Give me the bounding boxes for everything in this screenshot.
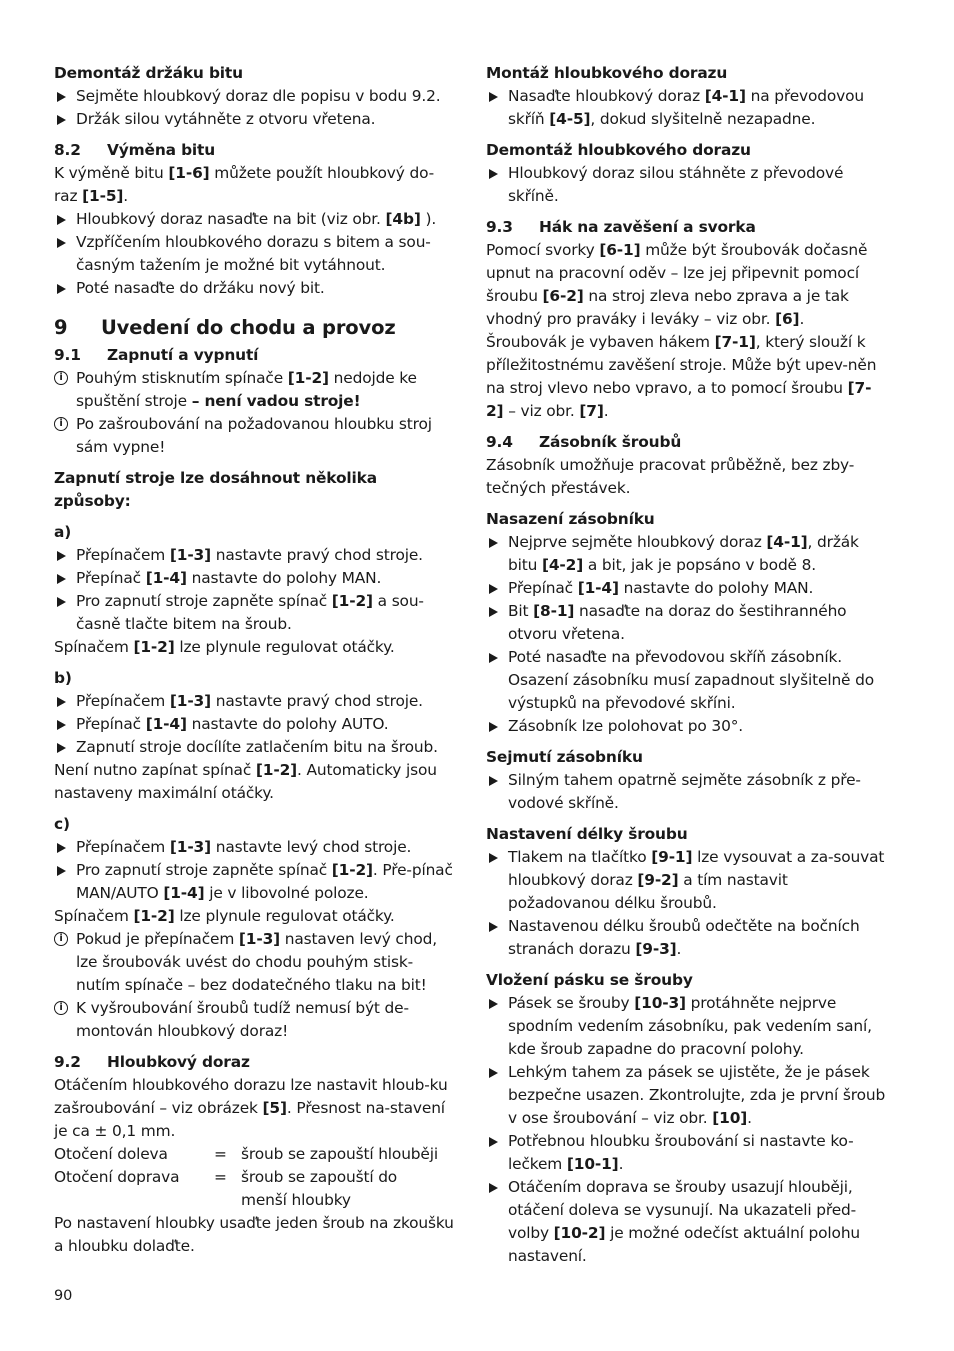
figure-reference: [10-3] xyxy=(634,994,686,1012)
figure-reference: [1-5] xyxy=(82,187,124,205)
section-number: 9.2 xyxy=(54,1053,81,1071)
setting-row xyxy=(54,1166,456,1212)
figure-reference: [1-3] xyxy=(169,692,211,710)
triangle-bullet-icon xyxy=(489,776,498,786)
info-note: i K vyšroubování šroubů tudíž nemusí být de-montován hloubkový doraz! xyxy=(54,997,456,1043)
figure-reference: [1-2] xyxy=(331,592,373,610)
section-number: 9.1 xyxy=(54,346,81,364)
triangle-bullet-icon xyxy=(57,215,66,225)
heading-text: Uvedení do chodu a provoz xyxy=(101,316,396,339)
section-number: 8.2 xyxy=(54,141,81,159)
section-heading xyxy=(54,139,456,162)
setting-cell: = xyxy=(214,1145,227,1163)
bullet-item: Nastavenou délku šroubů odečtěte na bočních stranách dorazu [9-3]. xyxy=(486,915,888,961)
heading-text: Hák na zavěšení a svorka xyxy=(539,218,756,236)
section-heading xyxy=(486,216,888,239)
section-heading xyxy=(54,813,456,836)
section-heading xyxy=(486,62,888,85)
section-heading xyxy=(54,1051,456,1074)
section-heading xyxy=(54,667,456,690)
figure-reference: [9-1] xyxy=(651,848,693,866)
bullet-item: Silným tahem opatrně sejměte zásobník z pře-vodové skříně. xyxy=(486,769,888,815)
triangle-bullet-icon xyxy=(57,720,66,730)
setting-cell: šroub se zapouští do menší hloubky xyxy=(241,1168,398,1209)
paragraph: Spínačem [1-2] lze plynule regulovat otáčky. xyxy=(54,638,395,656)
info-icon: i xyxy=(54,371,68,385)
figure-reference: [1-2] xyxy=(133,638,175,656)
bullet-item: Tlakem na tlačítko [9-1] lze vysouvat a za-souvat hloubkový doraz [9-2] a tím nastavit požadovanou délku šroubů. xyxy=(486,846,888,915)
figure-reference: [1-4] xyxy=(163,884,205,902)
section-heading xyxy=(486,139,888,162)
figure-reference: [4-2] xyxy=(541,556,584,574)
paragraph: Pomocí svorky [6-1] může být šroubovák dočasně upnut na pracovní oděv – lze jej připevnit pomocí šroubu [6-2] na stroj zleva nebo zprava a je tak vhodný pro praváky i leváky – viz obr. [6]. xyxy=(486,241,868,328)
triangle-bullet-icon xyxy=(489,538,498,548)
figure-reference: [7-1] xyxy=(714,333,756,351)
section-heading xyxy=(486,431,888,454)
section-number: 9 xyxy=(54,316,68,339)
figure-reference: [9-2] xyxy=(637,871,679,889)
triangle-bullet-icon xyxy=(57,92,66,102)
triangle-bullet-icon xyxy=(57,238,66,248)
setting-cell: Otočení doleva xyxy=(54,1145,168,1163)
info-icon: i xyxy=(54,1001,68,1015)
section-heading xyxy=(486,746,888,769)
bullet-item: Pásek se šrouby [10-3] protáhněte nejprve spodním vedením zásobníku, pak vedením saní, kde šroub zapadne do pracovní polohy. xyxy=(486,992,888,1061)
heading-text: Hloubkový doraz xyxy=(107,1053,250,1071)
bullet-item: Přepínačem [1-3] nastavte levý chod stroje. xyxy=(54,836,456,859)
bullet-item: Bit [8-1] nasaďte na doraz do šestihranného otvoru vřetena. xyxy=(486,600,888,646)
bullet-item: Zapnutí stroje docílíte zatlačením bitu na šroub. xyxy=(54,736,456,759)
triangle-bullet-icon xyxy=(489,922,498,932)
triangle-bullet-icon xyxy=(57,743,66,753)
bullet-item: Potřebnou hloubku šroubování si nastavte ko-lečkem [10-1]. xyxy=(486,1130,888,1176)
triangle-bullet-icon xyxy=(489,1183,498,1193)
heading-text: b) xyxy=(54,669,72,687)
figure-reference: [1-2] xyxy=(331,861,373,879)
bullet-item: Přepínač [1-4] nastavte do polohy AUTO. xyxy=(54,713,456,736)
heading-text: Nasazení zásobníku xyxy=(486,510,655,528)
bullet-item: Poté nasaďte do držáku nový bit. xyxy=(54,277,456,300)
paragraph: Otáčením hloubkového dorazu lze nastavit hloub-ku zašroubování – viz obrázek [5]. Přesnost na-stavení je ca ± 0,1 mm. xyxy=(54,1076,448,1140)
info-note: i Po zašroubování na požadovanou hloubku stroj sám vypne! xyxy=(54,413,456,459)
info-note: i Pokud je přepínačem [1-3] nastaven levý chod, lze šroubovák uvést do chodu pouhým stisk-nutím spínače – bez dodatečného tlaku na bit! xyxy=(54,928,456,997)
triangle-bullet-icon xyxy=(489,853,498,863)
heading-text: Montáž hloubkového dorazu xyxy=(486,64,728,82)
figure-reference: [1-2] xyxy=(287,369,329,387)
left-column xyxy=(54,62,456,1258)
paragraph: Po nastavení hloubky usaďte jeden šroub na zkoušku a hloubku dolaďte. xyxy=(54,1214,454,1255)
section-heading xyxy=(54,521,456,544)
triangle-bullet-icon xyxy=(489,722,498,732)
figure-reference: [4-1] xyxy=(704,87,746,105)
triangle-bullet-icon xyxy=(489,1137,498,1147)
bullet-item: Přepínačem [1-3] nastavte pravý chod stroje. xyxy=(54,690,456,713)
figure-reference: [4-5] xyxy=(549,110,591,128)
chapter-heading xyxy=(54,314,456,342)
heading-text: Demontáž držáku bitu xyxy=(54,64,243,82)
triangle-bullet-icon xyxy=(489,92,498,102)
info-icon: i xyxy=(54,417,68,431)
bullet-item: Otáčením doprava se šrouby usazují hlouběji, otáčení doleva se vysunují. Na ukazateli před-volby [10-2] je možné odečíst aktuální polohu nastavení. xyxy=(486,1176,888,1268)
figure-reference: [1-4] xyxy=(577,579,619,597)
figure-reference: [1-3] xyxy=(169,838,211,856)
heading-text: Sejmutí zásobníku xyxy=(486,748,643,766)
paragraph: Zásobník umožňuje pracovat průběžně, bez zby-tečných přestávek. xyxy=(486,456,855,497)
heading-text: Demontáž hloubkového dorazu xyxy=(486,141,751,159)
triangle-bullet-icon xyxy=(489,607,498,617)
bullet-item: Přepínač [1-4] nastavte do polohy MAN. xyxy=(54,567,456,590)
bullet-item: Nejprve sejměte hloubkový doraz [4-1], držák bitu [4-2] a bit, jak je popsáno v bodě 8. xyxy=(486,531,888,577)
info-icon: i xyxy=(54,932,68,946)
triangle-bullet-icon xyxy=(489,653,498,663)
figure-reference: [1-6] xyxy=(168,164,210,182)
bullet-item: Hloubkový doraz nasaďte na bit (viz obr. [4b] ). xyxy=(54,208,456,231)
figure-reference: [1-4] xyxy=(145,715,187,733)
bullet-item: Pro zapnutí stroje zapněte spínač [1-2]. Pře-pínač MAN/AUTO [1-4] je v libovolné poloze. xyxy=(54,859,456,905)
triangle-bullet-icon xyxy=(57,597,66,607)
section-heading xyxy=(54,62,456,85)
triangle-bullet-icon xyxy=(57,866,66,876)
bullet-item: Sejměte hloubkový doraz dle popisu v bodu 9.2. xyxy=(54,85,456,108)
section-heading xyxy=(54,467,456,513)
figure-reference: [10] xyxy=(712,1109,748,1127)
figure-reference: [1-2] xyxy=(133,907,175,925)
figure-reference: [4b] xyxy=(385,210,421,228)
triangle-bullet-icon xyxy=(57,843,66,853)
right-column xyxy=(486,62,888,1268)
figure-reference: [1-3] xyxy=(169,546,211,564)
figure-reference: [6-2] xyxy=(542,287,584,305)
figure-reference: [4-1] xyxy=(766,533,808,551)
figure-reference: [5] xyxy=(262,1099,287,1117)
section-heading xyxy=(486,823,888,846)
triangle-bullet-icon xyxy=(57,284,66,294)
bullet-item: Držák silou vytáhněte z otvoru vřetena. xyxy=(54,108,456,131)
figure-reference: [7-2] xyxy=(486,379,872,420)
figure-reference: [10-1] xyxy=(566,1155,619,1173)
setting-cell: Otočení doprava xyxy=(54,1168,180,1186)
heading-text: Výměna bitu xyxy=(107,141,216,159)
paragraph: K výměně bitu [1-6] můžete použít hloubkový do-raz [1-5]. xyxy=(54,164,435,205)
heading-text: a) xyxy=(54,523,72,541)
bullet-item: Vzpříčením hloubkového dorazu s bitem a sou-časným tažením je možné bit vytáhnout. xyxy=(54,231,456,277)
bullet-item: Zásobník lze polohovat po 30°. xyxy=(486,715,888,738)
bullet-item: Poté nasaďte na převodovou skříň zásobník. Osazení zásobníku musí zapadnout slyšitelně do výstupků na převodové skříni. xyxy=(486,646,888,715)
setting-row xyxy=(54,1143,456,1166)
figure-reference: [6-1] xyxy=(599,241,641,259)
heading-text: Zásobník šroubů xyxy=(539,433,682,451)
heading-text: Zapnutí a vypnutí xyxy=(107,346,259,364)
heading-text: Vložení pásku se šrouby xyxy=(486,971,693,989)
section-number: 9.4 xyxy=(486,433,513,451)
triangle-bullet-icon xyxy=(57,115,66,125)
section-heading xyxy=(54,344,456,367)
page-number: 90 xyxy=(54,1288,73,1304)
figure-reference: [7] xyxy=(579,402,604,420)
heading-text: c) xyxy=(54,815,70,833)
setting-cell: šroub se zapouští hlouběji xyxy=(241,1145,438,1163)
paragraph: Není nutno zapínat spínač [1-2]. Automaticky jsou nastaveny maximální otáčky. xyxy=(54,761,437,802)
bullet-item: Pro zapnutí stroje zapněte spínač [1-2] a sou-časně tlačte bitem na šroub. xyxy=(54,590,456,636)
figure-reference: [9-3] xyxy=(635,940,677,958)
heading-text: Zapnutí stroje lze dosáhnout několika způsoby: xyxy=(54,469,377,510)
section-heading xyxy=(486,969,888,992)
setting-cell: = xyxy=(214,1168,227,1186)
triangle-bullet-icon xyxy=(57,551,66,561)
section-number: 9.3 xyxy=(486,218,513,236)
figure-reference: [1-3] xyxy=(238,930,281,948)
bullet-item: Přepínač [1-4] nastavte do polohy MAN. xyxy=(486,577,888,600)
figure-reference: [1-4] xyxy=(145,569,187,587)
triangle-bullet-icon xyxy=(489,1068,498,1078)
bullet-item: Nasaďte hloubkový doraz [4-1] na převodovou skříň [4-5], dokud slyšitelně nezapadne. xyxy=(486,85,888,131)
triangle-bullet-icon xyxy=(489,169,498,179)
bullet-item: Lehkým tahem za pásek se ujistěte, že je pásek bezpečne usazen. Zkontrolujte, zda je první šroub v ose šroubování – viz obr. [10]. xyxy=(486,1061,888,1130)
bullet-item: Přepínačem [1-3] nastavte pravý chod stroje. xyxy=(54,544,456,567)
figure-reference: [6] xyxy=(775,310,800,328)
bullet-item: Hloubkový doraz silou stáhněte z převodové skříně. xyxy=(486,162,888,208)
heading-text: Nastavení délky šroubu xyxy=(486,825,688,843)
triangle-bullet-icon xyxy=(489,584,498,594)
triangle-bullet-icon xyxy=(57,697,66,707)
triangle-bullet-icon xyxy=(57,574,66,584)
section-heading xyxy=(486,508,888,531)
paragraph: Spínačem [1-2] lze plynule regulovat otáčky. xyxy=(54,907,395,925)
figure-reference: [8-1] xyxy=(533,602,575,620)
figure-reference: [1-2] xyxy=(255,761,298,779)
paragraph: Šroubovák je vybaven hákem [7-1], který slouží k příležitostnému zavěšení stroje. Může být upev-něn na stroj vlevo nebo vpravo, a to pomocí šroubu [7-2] – viz obr. [7]. xyxy=(486,333,877,420)
figure-reference: [10-2] xyxy=(553,1224,606,1242)
triangle-bullet-icon xyxy=(489,999,498,1009)
info-note: i Pouhým stisknutím spínače [1-2] nedojde ke spuštění stroje – není vadou stroje! xyxy=(54,367,456,413)
